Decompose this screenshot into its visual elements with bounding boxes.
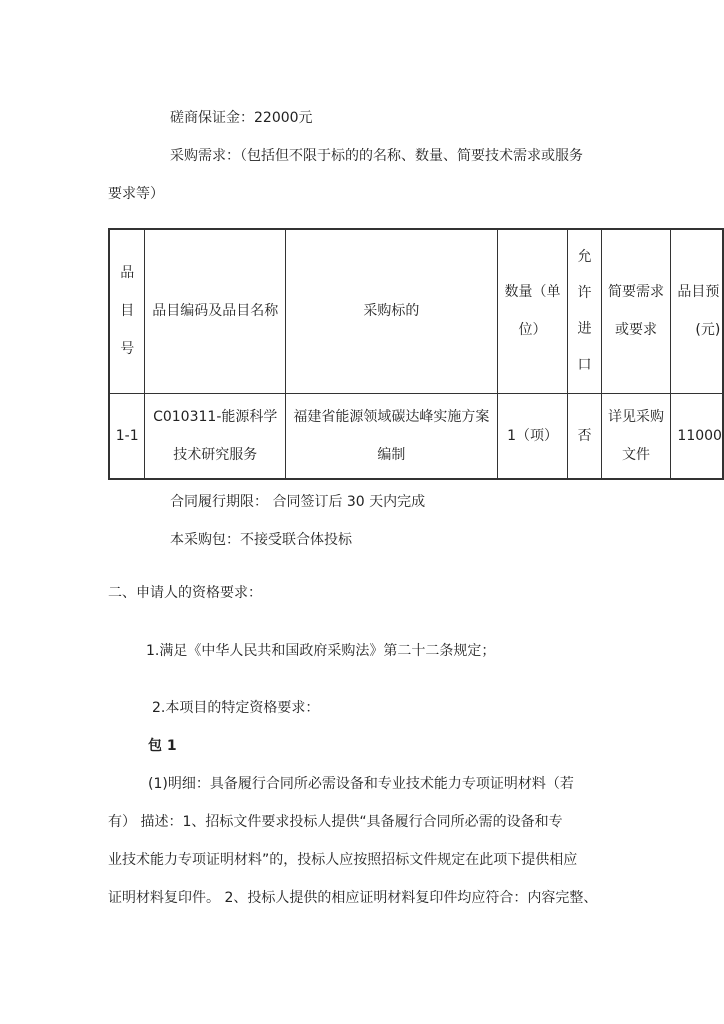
contract-period-text: 合同履行期限： 合同签订后 30 天内完成 [170, 494, 426, 510]
header-import-char: 允 [577, 249, 592, 266]
header-quantity [497, 229, 568, 393]
header-budget [671, 229, 723, 393]
header-code-name: 品目编码及品目名称 [145, 229, 286, 393]
cell-import-allowed: 否 [568, 393, 601, 479]
requirement-2-text: 2.本项目的特定资格要求： [152, 700, 320, 716]
cell-target-line: 编制 [377, 446, 406, 463]
header-import-char: 口 [577, 357, 592, 374]
package-label: 包 1 [148, 738, 177, 754]
requirement-text-line1: 采购需求：（包括但不限于标的的名称、数量、简要技术需求或服务 [170, 148, 583, 164]
header-quantity-line: 位） [518, 322, 547, 339]
table-row [109, 393, 723, 479]
cell-code-name-line: 技术研究服务 [173, 446, 258, 463]
cell-code-name [145, 393, 286, 479]
table-header-row [109, 229, 723, 393]
cell-item-no: 1-1 [109, 393, 145, 479]
cell-budget: 11000 [671, 393, 723, 479]
header-item-no-char: 目 [120, 303, 135, 320]
detail-text-line1: (1)明细：具备履行合同所必需设备和专业技术能力专项证明材料（若 [148, 776, 574, 792]
cell-code-name-line: C010311-能源科学 [153, 408, 278, 425]
detail-text-line4: 证明材料复印件。 2、投标人提供的相应证明材料复印件均应符合：内容完整、 [108, 890, 598, 906]
header-budget-line: (元) [695, 322, 721, 339]
header-item-no-char: 号 [120, 341, 135, 358]
cell-brief-line: 详见采购 [608, 408, 665, 425]
header-import-char: 进 [577, 321, 592, 338]
cell-quantity: 1（项） [497, 393, 568, 479]
cell-target-line: 福建省能源领域碳达峰实施方案 [293, 408, 490, 425]
header-budget-line: 品目预 [677, 284, 720, 301]
detail-text-line2: 有） 描述：1、招标文件要求投标人提供“具备履行合同所必需的设备和专 [108, 814, 563, 830]
requirement-text-line2: 要求等） [108, 186, 164, 202]
header-brief-line: 或要求 [615, 322, 658, 339]
section-title: 二、申请人的资格要求： [108, 585, 262, 601]
header-import-allowed [568, 229, 601, 393]
header-brief-requirement [601, 229, 671, 393]
cell-brief-requirement [601, 393, 671, 479]
procurement-table [108, 228, 724, 480]
deposit-text: 磋商保证金：22000元 [170, 110, 313, 126]
requirement-1-text: 1.满足《中华人民共和国政府采购法》第二十二条规定； [146, 643, 496, 659]
cell-brief-line: 文件 [622, 446, 651, 463]
header-brief-line: 简要需求 [608, 284, 665, 301]
joint-bid-text: 本采购包：不接受联合体投标 [170, 532, 352, 548]
header-item-no-char: 品 [120, 265, 135, 282]
cell-target [286, 393, 498, 479]
header-item-no [109, 229, 145, 393]
header-quantity-line: 数量（单 [504, 284, 561, 301]
header-target: 采购标的 [286, 229, 498, 393]
header-import-char: 许 [577, 285, 592, 302]
detail-text-line3: 业技术能力专项证明材料”的，投标人应按照招标文件规定在此项下提供相应 [108, 852, 578, 868]
